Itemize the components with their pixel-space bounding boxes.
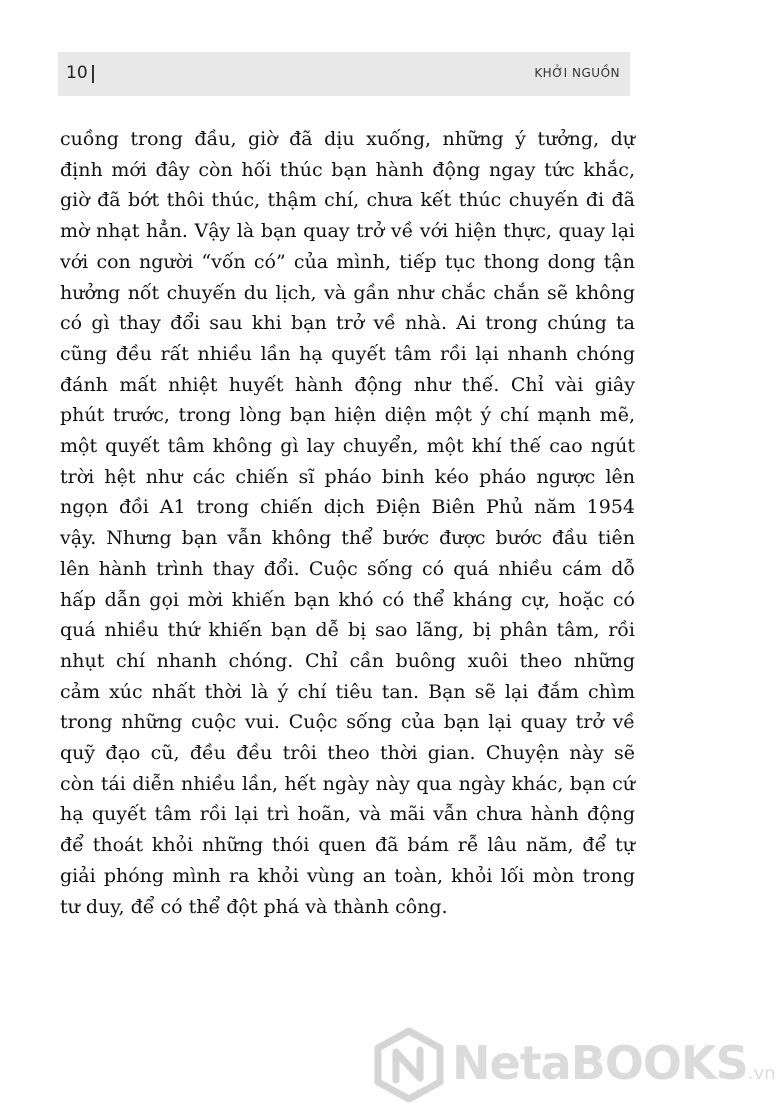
watermark (372, 1022, 776, 1108)
body-paragraph (60, 124, 635, 922)
text-line: trời hệt như các chiến sĩ pháo binh kéo pháo ngược lên (60, 465, 635, 488)
text-line: giờ đã bớt thôi thúc, thậm chí, chưa kết thúc chuyến đi đã (60, 189, 635, 212)
watermark-brand: NetaBOOKS (452, 1036, 748, 1090)
text-line: quỹ đạo cũ, đều đều trôi theo thời gian. Chuyện này sẽ (60, 742, 635, 765)
text-line: cuồng trong đầu, giờ đã dịu xuống, những ý tưởng, dự (60, 128, 635, 150)
text-line: đánh mất nhiệt huyết hành động như thế. Chỉ vài giây (60, 373, 635, 396)
text-line: mờ nhạt hẳn. Vậy là bạn quay trở về với hiện thực, quay lại (60, 220, 635, 243)
text-line: có gì thay đổi sau khi bạn trở về nhà. Ai trong chúng ta (60, 312, 635, 335)
watermark-suffix: .vn (747, 1063, 776, 1084)
netabooks-logo-icon (372, 1028, 446, 1102)
text-line: quá nhiều thứ khiến bạn dễ bị sao lãng, bị phân tâm, rồi (60, 619, 635, 642)
text-line: với con người “vốn có” của mình, tiếp tục thong dong tận (60, 250, 635, 273)
text-line: tư duy, để có thể đột phá và thành công. (60, 895, 448, 918)
text-line: giải phóng mình ra khỏi vùng an toàn, khỏi lối mòn trong (60, 864, 635, 887)
text-line: một quyết tâm không gì lay chuyển, một khí thế cao ngút (60, 435, 635, 458)
page-number: 10 (66, 63, 88, 83)
text-line: phút trước, trong lòng bạn hiện diện một ý chí mạnh mẽ, (60, 404, 635, 427)
text-line: vậy. Nhưng bạn vẫn không thể bước được bước đầu tiên (60, 527, 635, 550)
header-divider (92, 65, 94, 83)
page-header (58, 52, 630, 96)
text-line: trong những cuộc vui. Cuộc sống của bạn lại quay trở về (60, 711, 635, 734)
text-line: hạ quyết tâm rồi lại trì hoãn, và mãi vẫn chưa hành động (60, 803, 635, 826)
text-line: hưởng nốt chuyến du lịch, và gần như chắc chắn sẽ không (60, 281, 635, 304)
watermark-text (452, 1036, 776, 1090)
text-line: định mới đây còn hối thúc bạn hành động ngay tức khắc, (60, 158, 635, 181)
text-line: cảm xúc nhất thời là ý chí tiêu tan. Bạn sẽ lại đắm chìm (60, 680, 635, 703)
text-line: lên hành trình thay đổi. Cuộc sống có quá nhiều cám dỗ (60, 557, 635, 580)
text-line: hấp dẫn gọi mời khiến bạn khó có thể kháng cự, hoặc có (60, 588, 635, 611)
text-line: cũng đều rất nhiều lần hạ quyết tâm rồi lại nhanh chóng (60, 342, 635, 365)
text-line: để thoát khỏi những thói quen đã bám rễ lâu năm, để tự (60, 834, 635, 857)
chapter-title: KHỞI NGUỒN (534, 66, 620, 80)
text-line: ngọn đồi A1 trong chiến dịch Điện Biên Phủ năm 1954 (60, 496, 635, 519)
text-line: còn tái diễn nhiều lần, hết ngày này qua ngày khác, bạn cứ (60, 772, 635, 795)
text-line: nhụt chí nhanh chóng. Chỉ cần buông xuôi theo những (60, 649, 635, 672)
